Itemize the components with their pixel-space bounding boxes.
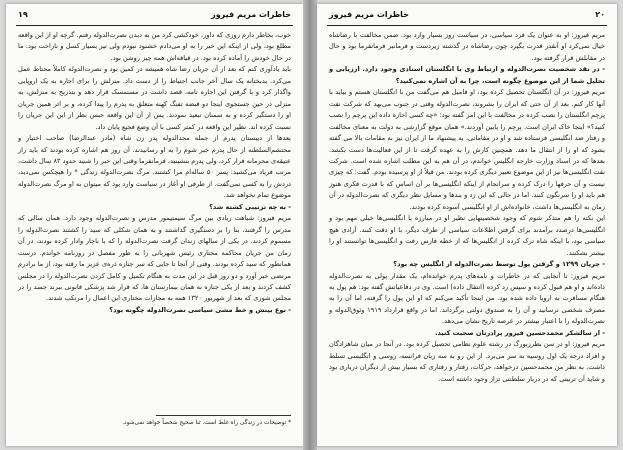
interview-question: - به چه ترتیبی کشته شد؟	[209, 202, 291, 211]
body-paragraph: بعدها از دیبستان پدرم از جمله مجدالدوله پدر زن شاه (مادر عبدالرضا) صاحب اختیار و محتشم‌السلطنه از حال پدرم خبر شوم را به او رسانیدند. آن روز هم اشاره کرده بودند که باید راز عتیقه‌ی محرمانه فرار کرد، ولی پدرم بنشینید، فرمانفرما وقتی این خبر را شنید حدود ۸۳ سال داشت، مرتب فریاد می‌کشید: پسر ۵۰ ساله‌ام مرا کشتند. مرگ نصرت‌الدوله زندگی * را هیچکس نمی‌دید، دردش را به کسی نمی‌گفت. از طرفی او آغاز در سیاست وارد بود که میتوان به او مرگ نصرت‌الدوله موضوع تمام نخواهد شد.	[18, 134, 292, 200]
footnote-rule	[156, 415, 291, 416]
right-page-header	[329, 10, 605, 22]
left-page-footnote: * توضیحات در زندگی راه غلط است. ثنا صحیح شخصاً خواهد نمی‌شود.	[122, 420, 291, 426]
body-paragraph: مریم فیروز: تا آنجایی که در خاطرات و نامه‌های پدرم خوانده‌ام، یک مقدار پولی به نصرت‌الدوله داده‌اند و او هم قبول کرده و سپس رد کرده (انتقال داده) است. وی در دفاعیاتش گفته بود: هم پول به هنگام مسافرت به اروپا داده شده بود. من اینجا تأکید می‌کنم که او این پول را گرفته، اما آن را به مصرف شخصی نرسانید و آن را به صندوق دولتی برگرداند. اما در واقع قرارداد ۱۹۱۹ وثوق‌الدوله و نصرت‌الدوله را با اعتبار بیشتر در عرصه تاریخ نشان می‌دهد.	[329, 271, 605, 326]
left-page-running-title: خاطرات مریم فیروز	[211, 10, 291, 19]
body-paragraph: خوب، بخاطر دارم روزی که داور، خودکشی کرد من به دیدن نصرت‌الدوله رفتم. گرچه او از این واقعه مطلع بود، ولی از اینکه این خبر را به او می‌دادم خشنود نبودم ولی تیز بسیار کسل و ناراحت بود. ما در حال خودش را آماده کرده بود. در قیافه‌اش همه چیز روشن بود.	[18, 31, 291, 62]
body-paragraph: مریم فیروز: در آن انگلستان تحصیل کرده بود، او فامیل هم می‌گفت من با انگلستان هستم و بیاید با آنها کار کنم. بعد از آن حتی که ایران را بشروند، نصرت‌الدوله وقتی در جنوب می‌بهد که شرکت نفت پرچم انگلستان را نصب کرده در مخالفت با این امر گفته بود: «چه کسی اجازه داده این پرچم را نصب کنید؟» اینجا خاک ایران است. پرچم را پایین آوردند.» همان موقع گزارشی به دولت به معنای مخالفت و رفتار ضد انگلیسی فرستاده شد و او در مقاماتی، به پیشنهاد ما از ایران نیز به مقامات بالا می‌ گفته‌ بشود که او را از انتقال ما دهد. همچنین کارش را به عهده گرفت تا از این فعالیت‌ها دست بکشد. بعدها که در اسناد وزارت خارجه انگلیس خواندم، در آن هم به این مطلب اشاره شده است. شرکت نفت انگلیسی‌ها نیز از این موضوع تعبیر دیگری کرده بودند. من قبلاً از او پرسیده بودم. گفت: که چیزی نیست و آن حرفها را درک کرده و سرانجام از اینکه انگلیسی‌ها بر آن اساس که با قدرت فکری هنوز هم باید او را سرنگون کنند. اما در حالی که این زد و بندها و مسایل نظر دیگری که نصرت‌الدوله در آن زمان به انگلیسی‌ها داشت، خانواده‌اش از او انگلیسی آسوده کرده بودند.	[329, 88, 605, 211]
right-page-running-title: خاطرات مریم فیروز	[329, 10, 409, 19]
interview-question: - از سالشکر محمدحسین فیروز پرادرتان صحبت کنید.	[434, 328, 605, 337]
body-paragraph: باید یادآوری کنم که بعد از آن جریان رضا شاه همیشه در کمین بود و نصرت‌الدوله کاملاً محتاط عمل می‌کرد. بدبختانه یک سال آخر جانب احتیاط را از دست داد. منزلش را برای اجاره به یک اروپایی واگذار کرد و با گرفتن این اجاره نامه، قصد داشت در مستمسک قرار دهد و بتدریج به منزلش، به منزلی در حین جستجوی اینجا دو قبضه تفنگ کهنه متعلق به پدرم را پیدا کرده، و بر اثر همین جریان او را دستگیر کرده و به سمنان تبعید نمودند. پس از آن این واقعه حبس نظر از این این جریان را نسبت کرده اند. نظیر این واقعه در کمتر کسی با آن وضع فجیع پایان داد.	[18, 65, 291, 131]
right-page-body	[329, 30, 605, 385]
body-paragraph: این نکته را هم متذکر شوم که وجود شخصیتهایی نظیر او در مبارزه با انگلیسی‌ها خیلی مهم بود و انگلیسی‌ها درصدد برآمدند برای گرفتن اطلاعات سیاسی از طرف دیگر، با او دقت کنند. آزادی هیچ سیاسی بود، با اینکه شاه ترک کرده از انگلیس‌ها که از خطه فارس رفت و انگلیسی‌ها توانستند او را بیشتر بشکنند.	[329, 214, 605, 257]
body-paragraph: مریم فیروز: شباهت زیادی بین مرگ سیمتیمور مدرس و نصرت‌الدوله وجود دارد. همان سالی که مدرس را گرفتند، بنا را بر دستگیری گذاشتند و به همان شکلی که سید را کشتند نصرت‌الدوله را مسموم کردند. در یکی از سالهای زندان گرفت نصرت‌الدوله را که با ناچار وادار کرده بودند، در آن زمان من جریان محاکمه مختاری رئیس شهربانی را به طور مفصل در روزنامه خواندم. درست همانطور که سید کرده بودند. وقتی از آنجا تا جایی که سر جنازه ذره‌ی عزیز ما رفته بود، از ما برادرم مرتضی خبر آورد و دو روز قبل در این مدت به هنگام تکمیل و کامل کردن نصرت‌الدوله را در مجلس کشف کردند و بعد از یکی جنازه به همان بیمارستان ها، که قرار شد پزشکی قانونی ببرند جسد را در مجلس شوری که بعد از شهریور ۱۳۲۰ همه به مجازات مختاری این اعمال را مرتکب شدند.	[18, 214, 291, 303]
body-paragraph: مریم فیروز: او در سن بطرزبورگ در رشته علوم نظامی تحصیل کرده بود. در آنجا در میان شاهزادگان و افراد درجه یک اول روسیه به سر می‌برد. از این رو به سه زبان فرانسه، روسی و انگلیسی تسلط داشت. به نظر من محمدحسین درخواهد، حرکات، رفتار و رفتاری که بسیار بیش از دیگران درباری بود و شاید آن تربیتی که در دربار سلطنتی تزار وجود داشته است.	[329, 340, 605, 383]
right-page	[317, 4, 617, 446]
right-header-rule	[327, 25, 607, 26]
left-page-number: ۱۹	[18, 10, 28, 19]
left-header-rule	[16, 25, 293, 26]
left-page-header	[18, 10, 291, 22]
right-page-number: ۲۰	[595, 10, 605, 19]
left-page	[6, 4, 303, 446]
interview-question: - جریان ۱۲۹۹ و گرفتن پول توسط نصرت‌الدوله از انگلیس چه بود؟	[393, 260, 605, 269]
book-gutter	[303, 0, 317, 450]
interview-question: - نوع بینش و خط مشی سیاسی نصرت‌الدوله چگونه بود؟	[109, 305, 291, 314]
interview-question: - در نقد شخصیت نصرت‌الدوله و ارتباط وی با انگلستان اسنادی وجود دارد. ارزیابی و تحلیل شما از این موضوع چگونه است، چرا به آن اشاره نمی‌کنید؟	[329, 65, 605, 85]
left-page-body	[18, 30, 291, 316]
body-paragraph: مریم فیروز: او به عنوان یک فرد سیاسی، در سیاست روز بسیار وارد بود. ضمن مخالفت با رضاشاه خیال نمی‌کرد او آنقدر قدرت بگیرد چون رضاشاه در گذشته زیردست و فرمانبر فرمانفرما بود و حال در مقابلش قرار گرفته بود.	[329, 31, 605, 62]
